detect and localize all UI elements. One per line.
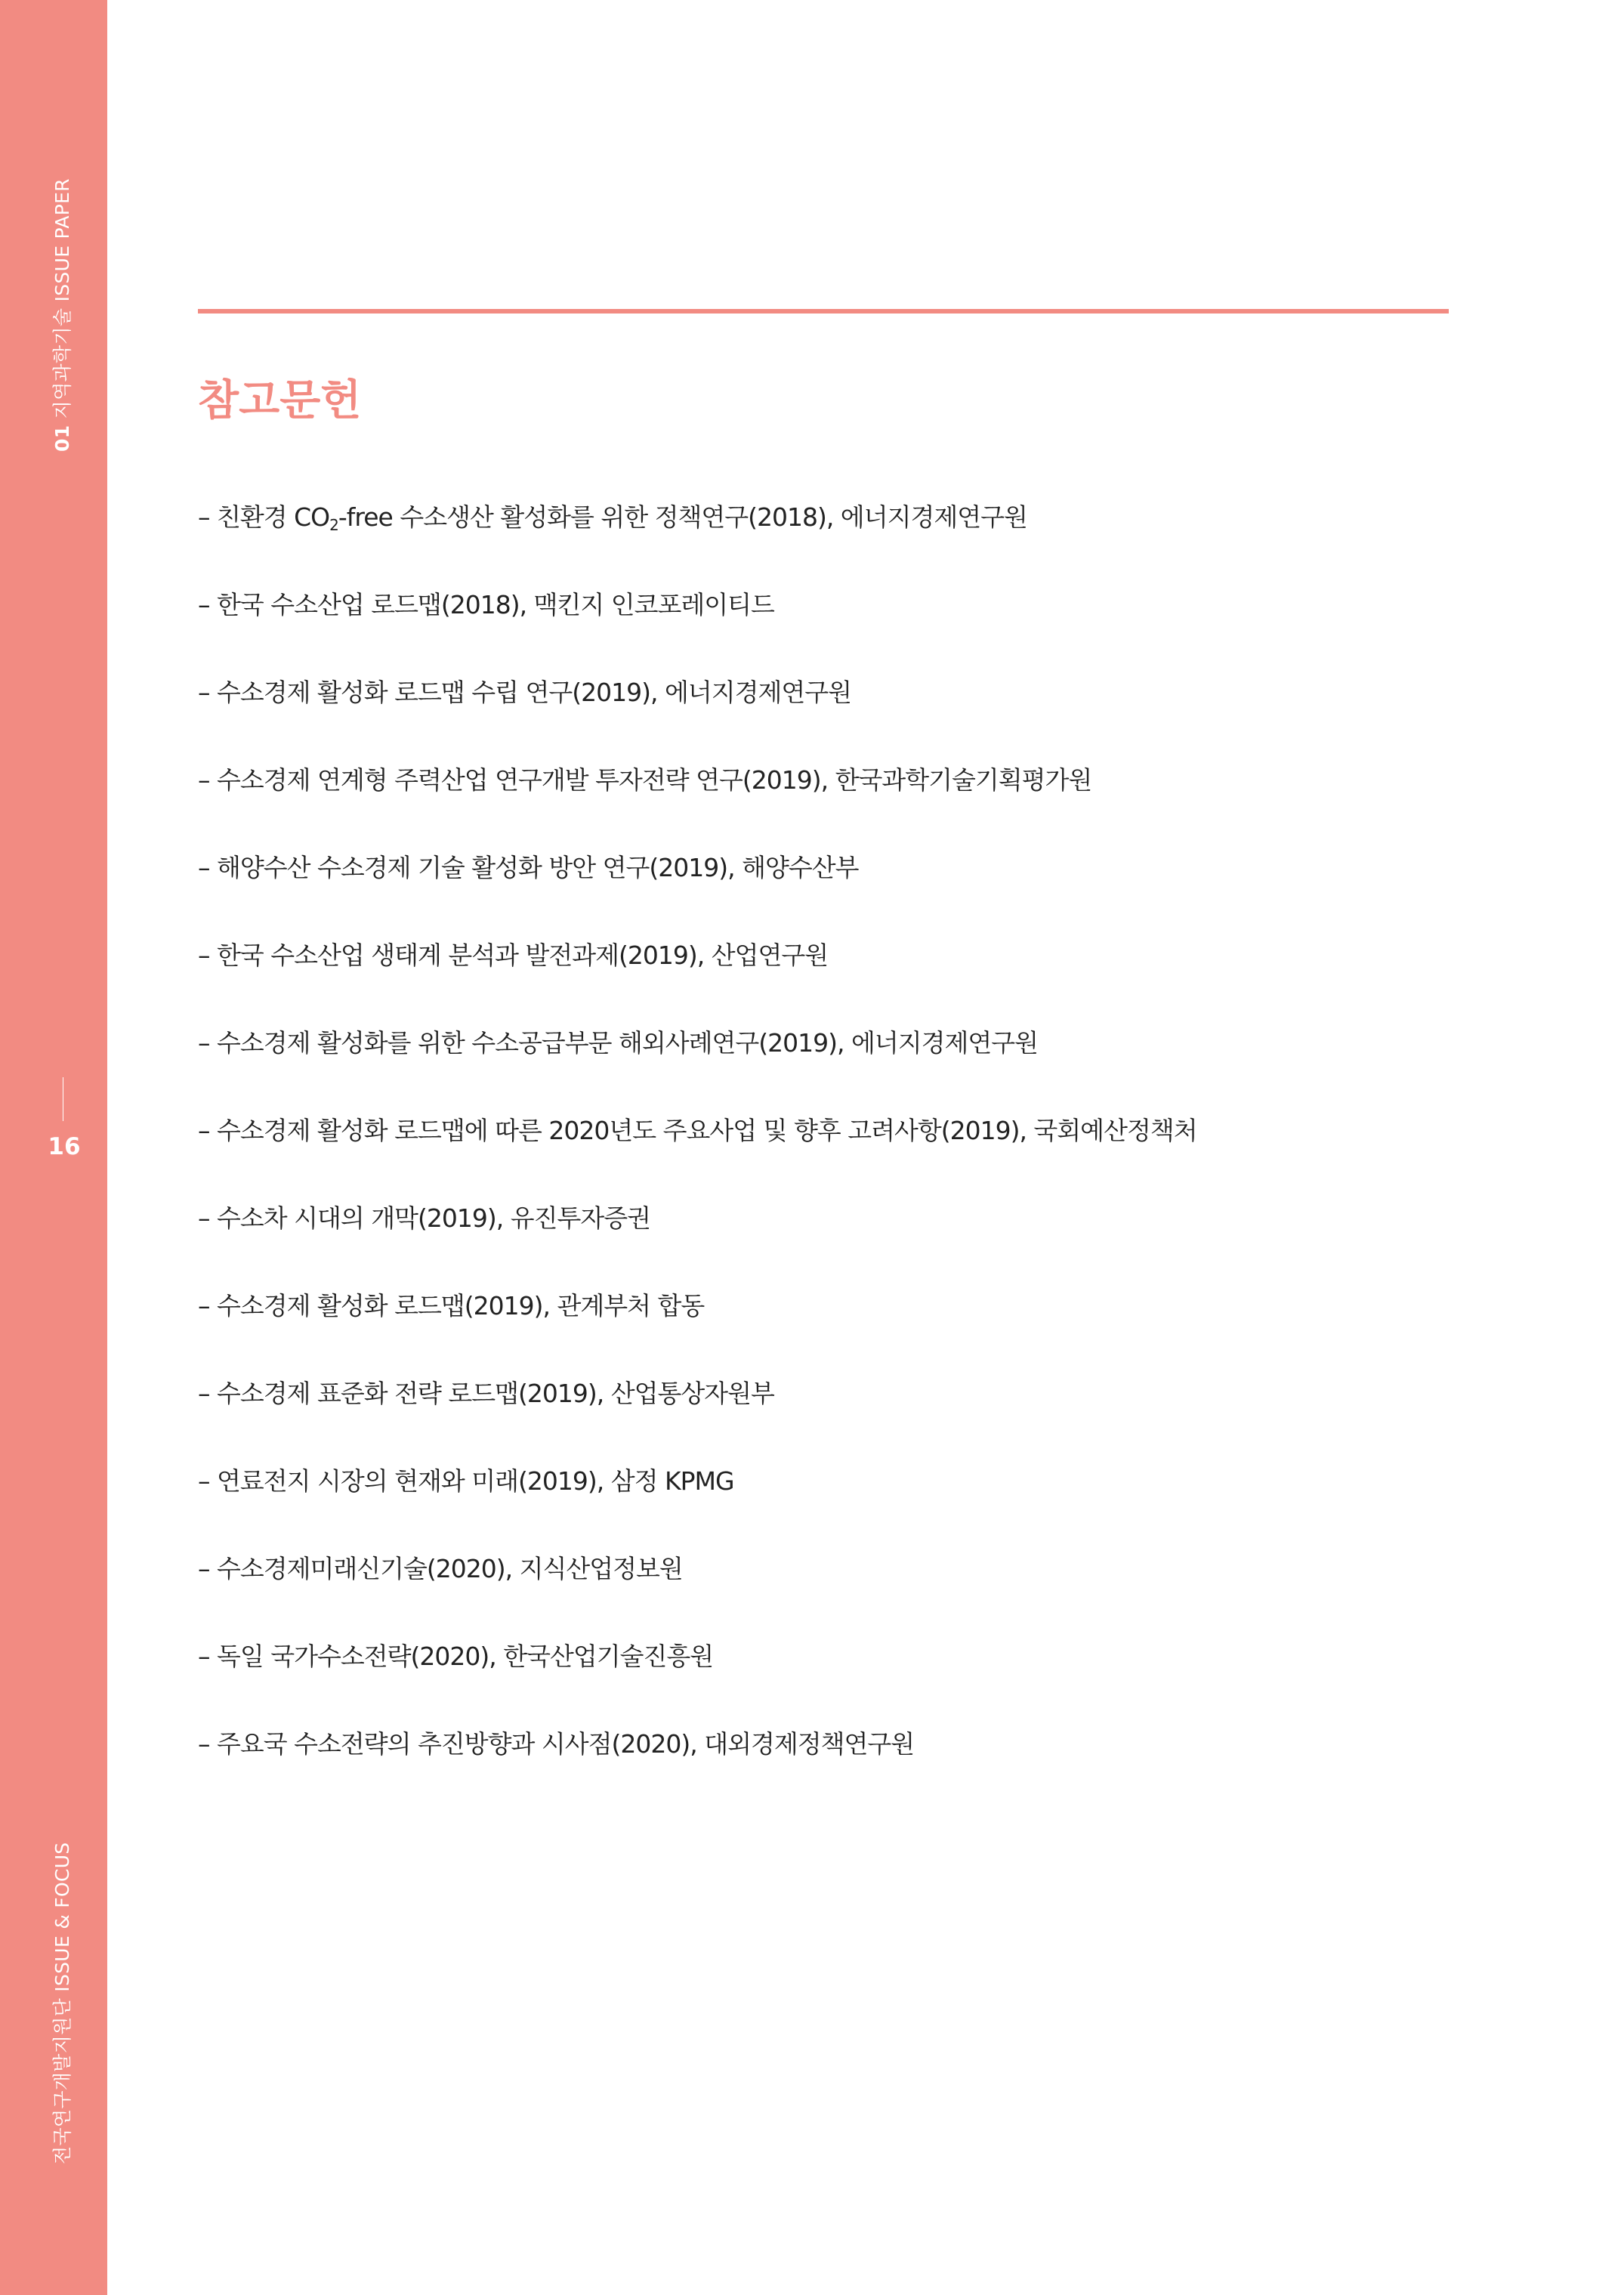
reference-item: – 해양수산 수소경제 기술 활성화 방안 연구(2019), 해양수산부 xyxy=(198,853,859,882)
reference-item: – 수소경제 활성화를 위한 수소공급부문 해외사례연구(2019), 에너지경제연구원 xyxy=(198,1028,1038,1058)
sidebar-issue-paper-label xyxy=(48,178,75,452)
sidebar-publication-label: 전국연구개발지원단 ISSUE & FOCUS xyxy=(51,1842,73,2164)
section-divider xyxy=(198,309,1449,314)
reference-item: – 독일 국가수소전략(2020), 한국산업기술진흥원 xyxy=(198,1642,714,1671)
sidebar-issue-number: 01 xyxy=(51,425,73,452)
page-number: 16 xyxy=(48,1133,81,1160)
section-title: 참고문헌 xyxy=(198,376,362,425)
reference-item: – 주요국 수소전략의 추진방향과 시사점(2020), 대외경제정책연구원 xyxy=(198,1729,915,1759)
reference-item: – 한국 수소산업 로드맵(2018), 맥킨지 인코포레이티드 xyxy=(198,590,774,619)
reference-item: – 연료전지 시장의 현재와 미래(2019), 삼정 KPMG xyxy=(198,1466,734,1496)
reference-list xyxy=(198,499,1437,1813)
reference-text-after-subscript: -free 수소생산 활성화를 위한 정책연구(2018), 에너지경제연구원 xyxy=(338,502,1027,532)
sidebar-issue-title: 지역과학기술 ISSUE PAPER xyxy=(51,178,73,419)
reference-item: – 수소경제 표준화 전략 로드맵(2019), 산업통상자원부 xyxy=(198,1379,774,1408)
reference-item xyxy=(198,499,1437,586)
reference-item: – 수소경제미래신기술(2020), 지식산업정보원 xyxy=(198,1554,683,1583)
reference-subscript: 2 xyxy=(329,516,338,534)
reference-item: – 수소차 시대의 개막(2019), 유진투자증권 xyxy=(198,1203,650,1233)
reference-item: – 수소경제 활성화 로드맵에 따른 2020년도 주요사업 및 향후 고려사항(2019), 국회예산정책처 xyxy=(198,1116,1197,1145)
reference-item: – 한국 수소산업 생태계 분석과 발전과제(2019), 산업연구원 xyxy=(198,941,829,970)
reference-item: – 수소경제 연계형 주력산업 연구개발 투자전략 연구(2019), 한국과학기술기획평가원 xyxy=(198,765,1092,795)
reference-item: – 수소경제 활성화 로드맵 수립 연구(2019), 에너지경제연구원 xyxy=(198,678,851,707)
reference-item: – 수소경제 활성화 로드맵(2019), 관계부처 합동 xyxy=(198,1291,705,1320)
reference-text-before-subscript: – 친환경 CO xyxy=(198,502,330,532)
